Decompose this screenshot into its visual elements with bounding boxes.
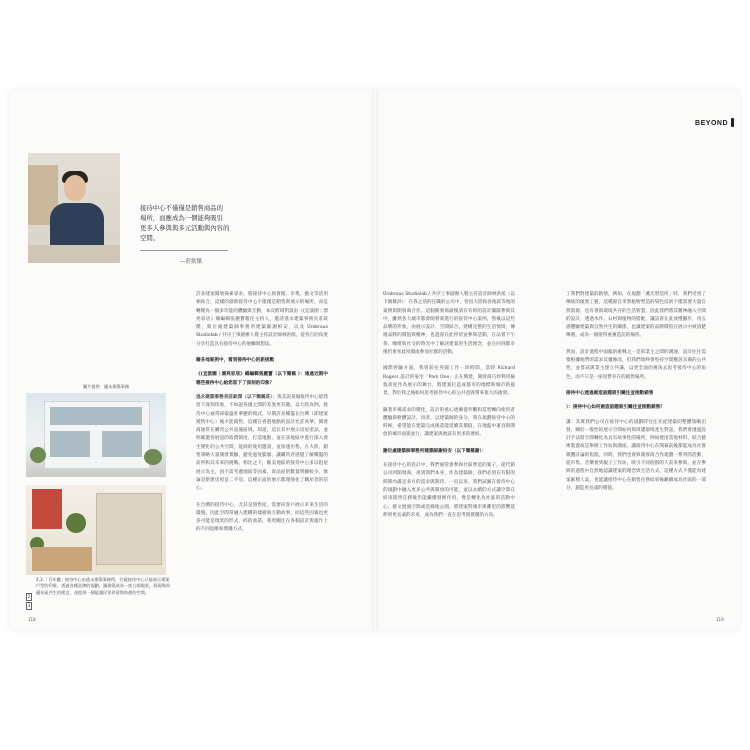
answer-text: 與其說某個接待中心給我留下深刻印象，不如說各國之間的差異更有趣。以大陸為例，接待中心通常採取盛壯華麗的模式，早期許多樓盤在台灣（即建案銷售中心）後才能銷售，這種在香港地點的設計允許高華。開發商通常在購買公共設施區域，知道，這在其中展示房屋產品，並明確邀客展設的收費制度，打造地點，並在該地區中進行深入發生變化的公共空間，能商的使用邀請，並加速出售。在大陸，銷售策略大量開發實驗，避免過度膨脹，讓購買者感覺了解樓盤的前所和其未來的挑戰。相比之下，歐美地區的接待中心多以租屋展示為主，因不需考慮地區等因素，貴品屋的數量明顯較少，無論是新建房屋是二手房，這種正面的展示都理強化了購屋者的信心。 [196, 394, 328, 492]
pull-quote-line: 場所，而應成為一個能夠吸引 [140, 214, 224, 222]
section-label [695, 118, 734, 127]
interview-question: 《(宜談圍｜漂亮家居》總編輯張麗寶（以下簡稱 ）：通過近期中哪些接待中心給您留下了深刻的印象？ [196, 372, 328, 386]
section-label-text: BEYOND [695, 120, 728, 127]
page-number-right: 119 [716, 617, 724, 622]
section-heading: 接待中心透過創造話題吸引關注並推動銷售 [566, 390, 654, 396]
body-paragraph: 許多建案開始探索尋求，將接待中心與會館、市集、藝文等活用相結合，這樣的創新接待中心不僅僅是銷售與展示的場所，而是轉變為一個多功能的體驗與互動，本次跨域對談由《(宜談圍｜漂亮家居》總編輯張麗寶擔任主持人，邀請逃永建築事務長莊欽傑，與位處建築師事務所建築師謝柏安，以及 Ürobrous Studiolab / 共序工事創辦人暨主持設計師林洪淞，從各自的角度分享打造具有接待中心的展觸與想法。 [196, 292, 328, 347]
speaker-heading: 謝位處建築師事務所建築師謝柏安（以下簡稱謝）： [383, 448, 487, 454]
portrait-photo [28, 153, 120, 263]
interview-question: ）：接待中心如何創造話題吸引關注並推動銷售？ [566, 405, 665, 411]
photo-credit: 圖片提供：邊未建築事務 [83, 384, 130, 389]
building-exterior-photo [26, 393, 166, 477]
pull-quote [140, 203, 232, 243]
pull-quote-line: 接待中心不僅僅是銷售商品的 [140, 204, 224, 212]
body-paragraph: 隨著市場需求的變化，設計的重心逐漸從外觀和造型轉向使用者體驗與軟體設計。再者，以建築師的身分，我在規劃接待中心的時候，希望能在建築完成後還能延續其價值，在地盤中兼容與開放的城市面貌並行，讓建案與地區有更多的連結。 [383, 407, 515, 438]
body-paragraph: Ürobrous Studiolab / 共序工事創辦人暨主持設計師林洪淞（以下簡稱洪）：在我之前的任職的公司中，曾因大陸和各地區等地的案例與開發商合作。這個開發商最後請有有時的設計團隊參與其中，雖然各大城市都會開發商進行的接待中心案例，然後以這些品牌的形象，由展示設計、空間結合，建構完整的生活情境，傳遞品牌的價值與精神，也遊客在此停留並參與活動，在品嘗下午茶、咖啡與社交的時光中了解該建案的生活理念，並在回到都市後仍會來此度假或參加社群的活動。 [383, 292, 515, 356]
body-paragraph: 然而，設計過程中面臨的挑戰之一是與業主之間的溝通，設計往往需要根據他們的需求反覆修改，但我們始終會堅持空間應該具備的公共性，並嘗試與業主建立共識，以更全面的視角去思考接待中心的角色，而不只是一座短暫存在的銷售場所。 [566, 349, 706, 380]
quote-divider [140, 250, 228, 251]
pull-quote-line: 空間。 [140, 234, 160, 242]
article-column-3 [566, 291, 706, 501]
quote-attribution: —莊欽傑 [180, 259, 203, 265]
body-paragraph [196, 394, 328, 494]
caption-number: 3 [27, 603, 31, 608]
body-paragraph: 在接待中心的設計中，我們通常會參與社區營造的案子，從代銷公司到開發商，再到我們本身，作為建築師，我們必須在有限的時間內滿足多方的需求與期待。一直以來，我們試圖在接待中心的規劃中融入更多公共與開放的可能，並以永續的方式讓空間在結束銷售任務後仍能繼續發揮作用，像是轉化為社區的活動中心、藝文展演空間或是綠地公園，將建案對城市與鄰里的影響延伸到更長遠的未來，成為我們一直在思考與實踐的方向。 [383, 463, 515, 518]
body-paragraph: 國際經驗方面，我曾前往英國工作一段時間，當時 Richard Rogers 設計的豪宅「Park One」正在興建，開發商巧妙利用倫敦高度作為展示的舞台，將建案打造成都市的地標與城市新風景，對於我之後如何思考接待中心的公共意義帶來很大的啟發。 [383, 366, 515, 397]
photo-caption: 2,3.「百年樓」接待中心由逃永建築事務所，打破接待中心只能展示建案戶型的印象，透過各種品牌的規劃，讓建築成為一座公園地景，展現與周邊社區共生的理念，並提供一個能讓民眾停留與休憩的空間。 [36, 577, 171, 595]
caption-number: 2 [27, 594, 31, 599]
page-number-left: 118 [28, 617, 36, 622]
article-column-2 [383, 291, 515, 528]
page-gutter [372, 90, 378, 630]
body-paragraph: 了我們對建築的熱情，例如，在規劃「溪光智造所」時，我們受到了傳統的啟發工藝，這種源自米然植物塑造的染色技術不僅需要大量自然資源，也有著與環境共存的生活智慧，因此我們將其精神融入空間的設計，透過木作、石材與植物的搭配，讓訪客在此放慢腳步，用五感體驗建築與自然共生的關係，也讓建案的品牌價值在展示中被清楚傳遞，成為一個值得重複造訪的場所。 [566, 292, 706, 339]
interior-shop-photo [26, 485, 166, 575]
pull-quote-line: 更多人參與與多元活動與內容的 [140, 224, 230, 232]
section-mark-icon [731, 118, 734, 127]
speaker-name: 逃永建築事務長莊欽傑（以下簡稱莊）： [196, 394, 278, 400]
caption-numbers [26, 593, 32, 611]
section-heading: 藉各地案例中，看到接待中心的新挑戰 [196, 358, 275, 364]
article-column-1 [196, 291, 328, 543]
body-paragraph: 在台灣的接待中心，尤其是預售屋，需要向客戶展示未來生活的樣貌，因此空間常融入建構的樣板與互動故事，而這些因素也更多可能是現狀的形式，碎的承諾，我更關注在各個設計與運作上的不同思維和實踐方式。 [196, 502, 328, 533]
body-paragraph: 講：其實我們公司在接待中心的規劃時往往先從建築的整體策略出發，關於一般性的展示空間如何與周遭環境產生對話，我們會透過設計手法將空間轉化為具有故事性的場所，例如使用當地材料、結合藝術裝置或是舉辦工作坊與講座，讓接待中心在開幕前後都能成為社群媒體討論的焦點，同時，我們也會與開發商合作規劃一系列的活動，從市集、音樂會到親子工作坊，吸引不同族群的人前來參與，並在參與的過程中自然地認識建案的理念與生活方式，這種方式不僅能為建案累積人氣，也能讓接待中心在銷售任務結束後繼續成為社區的一部分，創造更長遠的價值。 [566, 419, 706, 491]
